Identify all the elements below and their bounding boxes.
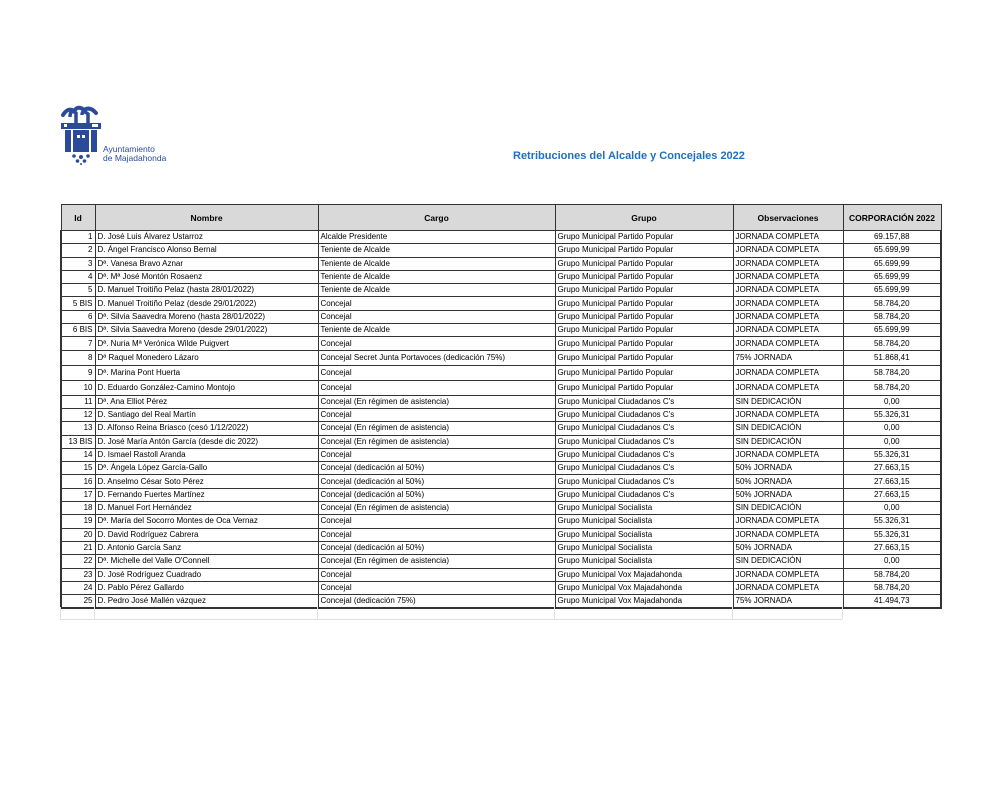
cell-id: 24: [61, 581, 95, 594]
cell-cargo: Concejal: [318, 448, 555, 461]
cell-grupo: Grupo Municipal Ciudadanos C's: [555, 422, 733, 435]
cell-corporacion: 55.326,31: [843, 448, 941, 461]
cell-observaciones: JORNADA COMPLETA: [733, 231, 843, 244]
cell-cargo: Concejal (En régimen de asistencia): [318, 555, 555, 568]
cell-cargo: Concejal (En régimen de asistencia): [318, 395, 555, 408]
table-row: [61, 408, 941, 421]
table-row: [61, 448, 941, 461]
header-grupo: Grupo: [555, 205, 733, 231]
cell-cargo: Concejal: [318, 528, 555, 541]
cell-corporacion: 65.699,99: [843, 270, 941, 283]
cell-grupo: Grupo Municipal Partido Popular: [555, 257, 733, 270]
cell-observaciones: JORNADA COMPLETA: [733, 380, 843, 395]
cell-grupo: Grupo Municipal Partido Popular: [555, 337, 733, 350]
cell-grupo: Grupo Municipal Partido Popular: [555, 365, 733, 380]
table-row: [61, 528, 941, 541]
table-row: [61, 555, 941, 568]
cell-id: 21: [61, 541, 95, 554]
cell-cargo: Concejal: [318, 365, 555, 380]
cell-corporacion: 27.663,15: [843, 475, 941, 488]
cell-nombre: D. José María Antón García (desde dic 2022): [95, 435, 318, 448]
cell-grupo: Grupo Municipal Ciudadanos C's: [555, 462, 733, 475]
cell-id: 7: [61, 337, 95, 350]
cell-grupo: Grupo Municipal Ciudadanos C's: [555, 395, 733, 408]
cell-observaciones: 50% JORNADA: [733, 475, 843, 488]
cell-observaciones: 50% JORNADA: [733, 541, 843, 554]
cell-id: 1: [61, 231, 95, 244]
cell-nombre: Dª. Mª José Montón Rosaenz: [95, 270, 318, 283]
header-observaciones: Observaciones: [733, 205, 843, 231]
cell-observaciones: SIN DEDICACIÓN: [733, 502, 843, 515]
cell-cargo: Teniente de Alcalde: [318, 270, 555, 283]
cell-nombre: Dª. Ángela López García-Gallo: [95, 462, 318, 475]
table-row: [61, 488, 941, 501]
header-corporacion: CORPORACIÓN 2022: [843, 205, 941, 231]
table-row: [61, 350, 941, 365]
table-row: [61, 475, 941, 488]
cell-cargo: Concejal (dedicación al 50%): [318, 488, 555, 501]
table-row: [61, 284, 941, 297]
cell-grupo: Grupo Municipal Vox Majadahonda: [555, 568, 733, 581]
cell-cargo: Concejal (En régimen de asistencia): [318, 422, 555, 435]
cell-observaciones: SIN DEDICACIÓN: [733, 395, 843, 408]
header-nombre: Nombre: [95, 205, 318, 231]
logo-line-2: de Majadahonda: [103, 153, 167, 163]
cell-nombre: D. Santiago del Real Martín: [95, 408, 318, 421]
cell-grupo: Grupo Municipal Ciudadanos C's: [555, 448, 733, 461]
cell-id: 22: [61, 555, 95, 568]
cell-corporacion: 0,00: [843, 555, 941, 568]
cell-observaciones: JORNADA COMPLETA: [733, 284, 843, 297]
header-cargo: Cargo: [318, 205, 555, 231]
cell-corporacion: 69.157,88: [843, 231, 941, 244]
table-row: [61, 324, 941, 337]
cell-observaciones: JORNADA COMPLETA: [733, 244, 843, 257]
cell-corporacion: 27.663,15: [843, 488, 941, 501]
cell-grupo: Grupo Municipal Vox Majadahonda: [555, 581, 733, 594]
cell-nombre: Dª. Silvia Saavedra Moreno (desde 29/01/2022): [95, 324, 318, 337]
cell-id: 10: [61, 380, 95, 395]
cell-grupo: Grupo Municipal Partido Popular: [555, 244, 733, 257]
table-row: [61, 257, 941, 270]
cell-nombre: D. José Rodríguez Cuadrado: [95, 568, 318, 581]
cell-nombre: D. Pablo Pérez Gallardo: [95, 581, 318, 594]
cell-id: 11: [61, 395, 95, 408]
cell-nombre: Dª. María del Socorro Montes de Oca Vernaz: [95, 515, 318, 528]
cell-grupo: Grupo Municipal Ciudadanos C's: [555, 475, 733, 488]
cell-id: 6: [61, 310, 95, 323]
cell-grupo: Grupo Municipal Ciudadanos C's: [555, 435, 733, 448]
table-row: [61, 541, 941, 554]
cell-grupo: Grupo Municipal Partido Popular: [555, 231, 733, 244]
cell-observaciones: 75% JORNADA: [733, 350, 843, 365]
cell-id: 19: [61, 515, 95, 528]
cell-cargo: Concejal (dedicación al 50%): [318, 541, 555, 554]
empty-grid-row: [60, 607, 842, 620]
cell-id: 5: [61, 284, 95, 297]
cell-cargo: Concejal (dedicación al 50%): [318, 475, 555, 488]
cell-cargo: Concejal: [318, 337, 555, 350]
cell-observaciones: JORNADA COMPLETA: [733, 515, 843, 528]
table-row: [61, 581, 941, 594]
cell-cargo: Teniente de Alcalde: [318, 324, 555, 337]
cell-corporacion: 58.784,20: [843, 297, 941, 310]
cell-grupo: Grupo Municipal Ciudadanos C's: [555, 488, 733, 501]
cell-observaciones: 50% JORNADA: [733, 488, 843, 501]
logo-text: [103, 145, 166, 163]
cell-id: 14: [61, 448, 95, 461]
cell-observaciones: JORNADA COMPLETA: [733, 324, 843, 337]
cell-corporacion: 51.868,41: [843, 350, 941, 365]
cell-nombre: Dª. Ana Elliot Pérez: [95, 395, 318, 408]
table-row: [61, 380, 941, 395]
logo-line-1: Ayuntamiento: [103, 144, 155, 154]
cell-grupo: Grupo Municipal Socialista: [555, 502, 733, 515]
cell-cargo: Alcalde Presidente: [318, 231, 555, 244]
cell-observaciones: SIN DEDICACIÓN: [733, 435, 843, 448]
cell-observaciones: JORNADA COMPLETA: [733, 408, 843, 421]
cell-observaciones: JORNADA COMPLETA: [733, 448, 843, 461]
cell-cargo: Concejal: [318, 380, 555, 395]
cell-nombre: D. José Luis Álvarez Ustarroz: [95, 231, 318, 244]
cell-nombre: D. Anselmo César Soto Pérez: [95, 475, 318, 488]
cell-nombre: Dª. Nuria Mª Verónica Wilde Puigvert: [95, 337, 318, 350]
cell-corporacion: 0,00: [843, 422, 941, 435]
table-body: [61, 231, 941, 609]
table-row: [61, 502, 941, 515]
cell-observaciones: JORNADA COMPLETA: [733, 365, 843, 380]
cell-id: 17: [61, 488, 95, 501]
cell-id: 25: [61, 595, 95, 609]
cell-grupo: Grupo Municipal Partido Popular: [555, 324, 733, 337]
cell-cargo: Concejal (dedicación 75%): [318, 595, 555, 609]
table-row: [61, 244, 941, 257]
cell-grupo: Grupo Municipal Socialista: [555, 528, 733, 541]
cell-observaciones: JORNADA COMPLETA: [733, 257, 843, 270]
cell-nombre: D. Eduardo González-Camino Montojo: [95, 380, 318, 395]
cell-corporacion: 65.699,99: [843, 257, 941, 270]
cell-cargo: Concejal (dedicación al 50%): [318, 462, 555, 475]
cell-corporacion: 41.494,73: [843, 595, 941, 609]
table-row: [61, 365, 941, 380]
cell-corporacion: 65.699,99: [843, 244, 941, 257]
cell-grupo: Grupo Municipal Socialista: [555, 555, 733, 568]
table-row: [61, 568, 941, 581]
cell-id: 5 BIS: [61, 297, 95, 310]
cell-observaciones: JORNADA COMPLETA: [733, 337, 843, 350]
cell-corporacion: 58.784,20: [843, 310, 941, 323]
cell-id: 12: [61, 408, 95, 421]
cell-corporacion: 55.326,31: [843, 408, 941, 421]
table-row: [61, 422, 941, 435]
cell-corporacion: 58.784,20: [843, 337, 941, 350]
table-row: [61, 395, 941, 408]
cell-cargo: Concejal: [318, 297, 555, 310]
cell-corporacion: 0,00: [843, 395, 941, 408]
table-row: [61, 462, 941, 475]
cell-grupo: Grupo Municipal Partido Popular: [555, 297, 733, 310]
cell-cargo: Concejal: [318, 515, 555, 528]
cell-observaciones: JORNADA COMPLETA: [733, 568, 843, 581]
cell-grupo: Grupo Municipal Socialista: [555, 515, 733, 528]
cell-corporacion: 0,00: [843, 435, 941, 448]
cell-grupo: Grupo Municipal Partido Popular: [555, 380, 733, 395]
cell-id: 23: [61, 568, 95, 581]
cell-id: 13: [61, 422, 95, 435]
cell-cargo: Concejal: [318, 581, 555, 594]
cell-nombre: Dª. Marina Pont Huerta: [95, 365, 318, 380]
cell-nombre: D. Manuel Troitiño Pelaz (hasta 28/01/2022): [95, 284, 318, 297]
cell-corporacion: 58.784,20: [843, 380, 941, 395]
cell-corporacion: 65.699,99: [843, 324, 941, 337]
cell-grupo: Grupo Municipal Socialista: [555, 541, 733, 554]
table-row: [61, 310, 941, 323]
retribuciones-table: [60, 204, 942, 609]
cell-nombre: D. Ismael Rastoll Aranda: [95, 448, 318, 461]
cell-cargo: Teniente de Alcalde: [318, 244, 555, 257]
cell-corporacion: 27.663,15: [843, 462, 941, 475]
cell-nombre: Dª. Michelle del Valle O'Connell: [95, 555, 318, 568]
cell-cargo: Concejal: [318, 310, 555, 323]
cell-id: 15: [61, 462, 95, 475]
cell-grupo: Grupo Municipal Partido Popular: [555, 284, 733, 297]
cell-cargo: Concejal Secret Junta Portavoces (dedicación 75%): [318, 350, 555, 365]
cell-nombre: Dª. Vanesa Bravo Aznar: [95, 257, 318, 270]
cell-id: 8: [61, 350, 95, 365]
cell-cargo: Concejal: [318, 408, 555, 421]
cell-grupo: Grupo Municipal Partido Popular: [555, 270, 733, 283]
cell-id: 9: [61, 365, 95, 380]
cell-observaciones: SIN DEDICACIÓN: [733, 555, 843, 568]
cell-cargo: Concejal (En régimen de asistencia): [318, 435, 555, 448]
table-header-row: [61, 205, 941, 231]
table-row: [61, 337, 941, 350]
cell-corporacion: 55.326,31: [843, 528, 941, 541]
cell-grupo: Grupo Municipal Ciudadanos C's: [555, 408, 733, 421]
cell-corporacion: 58.784,20: [843, 365, 941, 380]
cell-id: 6 BIS: [61, 324, 95, 337]
cell-grupo: Grupo Municipal Vox Majadahonda: [555, 595, 733, 609]
cell-nombre: D. David Rodríguez Cabrera: [95, 528, 318, 541]
cell-id: 18: [61, 502, 95, 515]
cell-id: 20: [61, 528, 95, 541]
cell-corporacion: 0,00: [843, 502, 941, 515]
header-id: Id: [61, 205, 95, 231]
cell-corporacion: 27.663,15: [843, 541, 941, 554]
table-row: [61, 515, 941, 528]
cell-id: 4: [61, 270, 95, 283]
cell-observaciones: 75% JORNADA: [733, 595, 843, 609]
cell-observaciones: JORNADA COMPLETA: [733, 581, 843, 594]
cell-nombre: D. Alfonso Reina Briasco (cesó 1/12/2022): [95, 422, 318, 435]
cell-nombre: D. Manuel Troitiño Pelaz (desde 29/01/2022): [95, 297, 318, 310]
cell-grupo: Grupo Municipal Partido Popular: [555, 310, 733, 323]
cell-corporacion: 58.784,20: [843, 581, 941, 594]
cell-cargo: Concejal (En régimen de asistencia): [318, 502, 555, 515]
cell-observaciones: JORNADA COMPLETA: [733, 297, 843, 310]
cell-corporacion: 65.699,99: [843, 284, 941, 297]
cell-cargo: Teniente de Alcalde: [318, 257, 555, 270]
cell-nombre: Dª Raquel Monedero Lázaro: [95, 350, 318, 365]
table-row: [61, 270, 941, 283]
cell-corporacion: 55.326,31: [843, 515, 941, 528]
cell-nombre: D. Antonio García Sanz: [95, 541, 318, 554]
cell-observaciones: JORNADA COMPLETA: [733, 310, 843, 323]
table-row: [61, 435, 941, 448]
cell-cargo: Concejal: [318, 568, 555, 581]
cell-nombre: D. Fernando Fuertes Martínez: [95, 488, 318, 501]
cell-observaciones: JORNADA COMPLETA: [733, 528, 843, 541]
table-row: [61, 231, 941, 244]
cell-id: 2: [61, 244, 95, 257]
cell-observaciones: SIN DEDICACIÓN: [733, 422, 843, 435]
cell-nombre: D. Manuel Fort Hernández: [95, 502, 318, 515]
cell-id: 16: [61, 475, 95, 488]
cell-id: 3: [61, 257, 95, 270]
page-title: Retribuciones del Alcalde y Concejales 2022: [513, 150, 745, 162]
table-row: [61, 297, 941, 310]
cell-id: 13 BIS: [61, 435, 95, 448]
municipal-logo: [60, 105, 190, 167]
cell-cargo: Teniente de Alcalde: [318, 284, 555, 297]
cell-observaciones: 50% JORNADA: [733, 462, 843, 475]
cell-observaciones: JORNADA COMPLETA: [733, 270, 843, 283]
cell-nombre: D. Pedro José Mallén vázquez: [95, 595, 318, 609]
cell-corporacion: 58.784,20: [843, 568, 941, 581]
cell-nombre: D. Ángel Francisco Alonso Bernal: [95, 244, 318, 257]
cell-nombre: Dª. Silvia Saavedra Moreno (hasta 28/01/2022): [95, 310, 318, 323]
cell-grupo: Grupo Municipal Partido Popular: [555, 350, 733, 365]
majadahonda-emblem-icon: [60, 105, 102, 165]
